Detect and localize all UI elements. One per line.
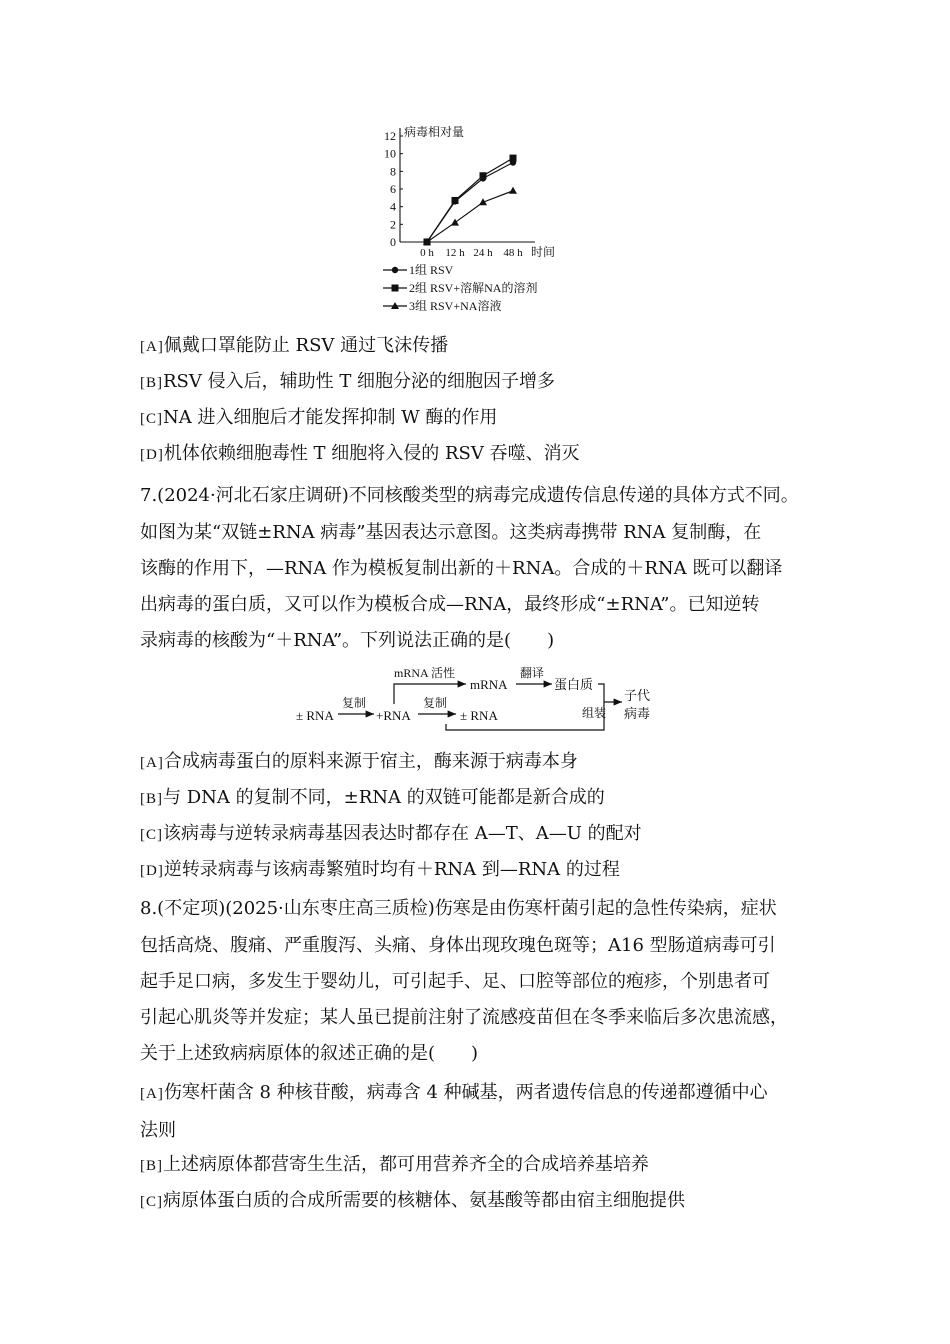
rna-expression-diagram bbox=[290, 662, 670, 734]
y-tick-label: 4 bbox=[390, 199, 396, 214]
y-tick-label: 8 bbox=[390, 164, 396, 179]
q7-stem-line: 出病毒的蛋白质，又可以作为模板合成—RNA，最终形成“±RNA”。已知逆转 bbox=[140, 594, 760, 615]
q8-stem-line: 起手足口病，多发生于婴幼儿，可引起手、足、口腔等部位的疱疹，个别患者可 bbox=[140, 971, 770, 992]
series-line-2 bbox=[427, 158, 513, 242]
node-progeny-1: 子代 bbox=[624, 688, 651, 703]
q8-option-a-continued: 法则 bbox=[140, 1120, 176, 1141]
edge-translate: 翻译 bbox=[520, 666, 545, 680]
node-pm-rna-2: ± RNA bbox=[460, 708, 498, 723]
series-2-point bbox=[480, 172, 487, 179]
q7-stem-line: 如图为某“双链±RNA 病毒”基因表达示意图。这类病毒携带 RNA 复制酶，在 bbox=[140, 522, 762, 543]
series-2-point bbox=[510, 155, 517, 162]
series-3-point bbox=[509, 187, 517, 194]
legend-label-3: 3组 RSV+NA溶液 bbox=[409, 299, 502, 313]
y-axis-label: 病毒相对量 bbox=[404, 125, 465, 139]
q8-option-b: [B]上述病原体都营寄生生活，都可用营养齐全的合成培养基培养 bbox=[140, 1154, 649, 1175]
x-tick-label: 24 h bbox=[473, 247, 493, 259]
x-tick-label: 48 h bbox=[503, 247, 523, 259]
y-tick-label: 0 bbox=[390, 235, 396, 249]
q8-stem-line: 关于上述致病病原体的叙述正确的是( ) bbox=[140, 1043, 479, 1064]
series-2-point bbox=[452, 197, 459, 204]
node-plus-rna: +RNA bbox=[376, 708, 411, 723]
legend-label-1: 1组 RSV bbox=[409, 263, 454, 277]
legend-marker-2 bbox=[392, 285, 399, 292]
q6-option-a: [A]佩戴口罩能防止 RSV 通过飞沫传播 bbox=[140, 335, 449, 356]
q8-option-c: [C]病原体蛋白质的合成所需要的核糖体、氨基酸等都由宿主细胞提供 bbox=[140, 1190, 685, 1211]
q7-option-b: [B]与 DNA 的复制不同，±RNA 的双链可能都是新合成的 bbox=[140, 787, 605, 808]
q8-stem-line: 包括高烧、腹痛、严重腹泻、头痛、身体出现玫瑰色斑等；A16 型肠道病毒可引 bbox=[140, 935, 776, 956]
edge-replicate-1: 复制 bbox=[342, 696, 367, 710]
q7-stem-line: 该酶的作用下，—RNA 作为模板复制出新的＋RNA。合成的＋RNA 既可以翻译 bbox=[140, 558, 783, 579]
legend-marker-1 bbox=[392, 267, 398, 273]
y-tick-label: 12 bbox=[384, 129, 396, 143]
q7-option-a: [A]合成病毒蛋白的原料来源于宿主，酶来源于病毒本身 bbox=[140, 751, 578, 772]
x-tick-label: 0 h bbox=[420, 247, 434, 259]
edge-replicate-2: 复制 bbox=[423, 696, 448, 710]
edge-mrna-activity: mRNA 活性 bbox=[394, 666, 456, 680]
q7-stem-line: 7.(2024·河北石家庄调研)不同核酸类型的病毒完成遗传信息传递的具体方式不同。 bbox=[140, 485, 799, 506]
series-3-point bbox=[451, 219, 459, 226]
chart-series bbox=[423, 155, 517, 246]
q6-option-c: [C]NA 进入细胞后才能发挥抑制 W 酶的作用 bbox=[140, 407, 498, 428]
q7-stem-line: 录病毒的核酸为“＋RNA”。下列说法正确的是( ) bbox=[140, 630, 555, 651]
q8-stem-line: 引起心肌炎等并发症；某人虽已提前注射了流感疫苗但在冬季来临后多次患流感， bbox=[140, 1007, 788, 1028]
legend-label-2: 2组 RSV+溶解NA的溶剂 bbox=[409, 281, 538, 295]
y-tick-label: 2 bbox=[390, 217, 396, 232]
x-axis-label: 时间 bbox=[531, 245, 556, 259]
x-tick-label: 12 h bbox=[445, 247, 465, 259]
series-line-1 bbox=[427, 163, 513, 243]
chart-axes bbox=[384, 124, 555, 259]
chart-legend bbox=[383, 263, 537, 313]
node-protein: 蛋白质 bbox=[554, 677, 594, 692]
y-tick-label: 6 bbox=[390, 182, 396, 196]
q6-option-d: [D]机体依赖细胞毒性 T 细胞将入侵的 RSV 吞噬、消灭 bbox=[140, 443, 580, 464]
y-tick-label: 10 bbox=[384, 146, 396, 161]
q6-option-b: [B]RSV 侵入后，辅助性 T 细胞分泌的细胞因子增多 bbox=[140, 371, 556, 392]
virus-amount-chart bbox=[365, 118, 585, 318]
series-line-3 bbox=[427, 191, 513, 242]
node-progeny-2: 病毒 bbox=[624, 706, 651, 721]
q8-stem-line: 8.(不定项)(2025·山东枣庄高三质检)伤寒是由伤寒杆菌引起的急性传染病，症状 bbox=[140, 898, 777, 919]
node-mrna: mRNA bbox=[470, 677, 508, 692]
q7-option-c: [C]该病毒与逆转录病毒基因表达时都存在 A—T、A—U 的配对 bbox=[140, 823, 642, 844]
q7-option-d: [D]逆转录病毒与该病毒繁殖时均有＋RNA 到—RNA 的过程 bbox=[140, 859, 620, 880]
node-pm-rna-1: ± RNA bbox=[296, 708, 334, 723]
q8-option-a: [A]伤寒杆菌含 8 种核苷酸，病毒含 4 种碱基，两者遗传信息的传递都遵循中心 bbox=[140, 1082, 768, 1103]
edge-assemble: 组装 bbox=[582, 706, 607, 720]
